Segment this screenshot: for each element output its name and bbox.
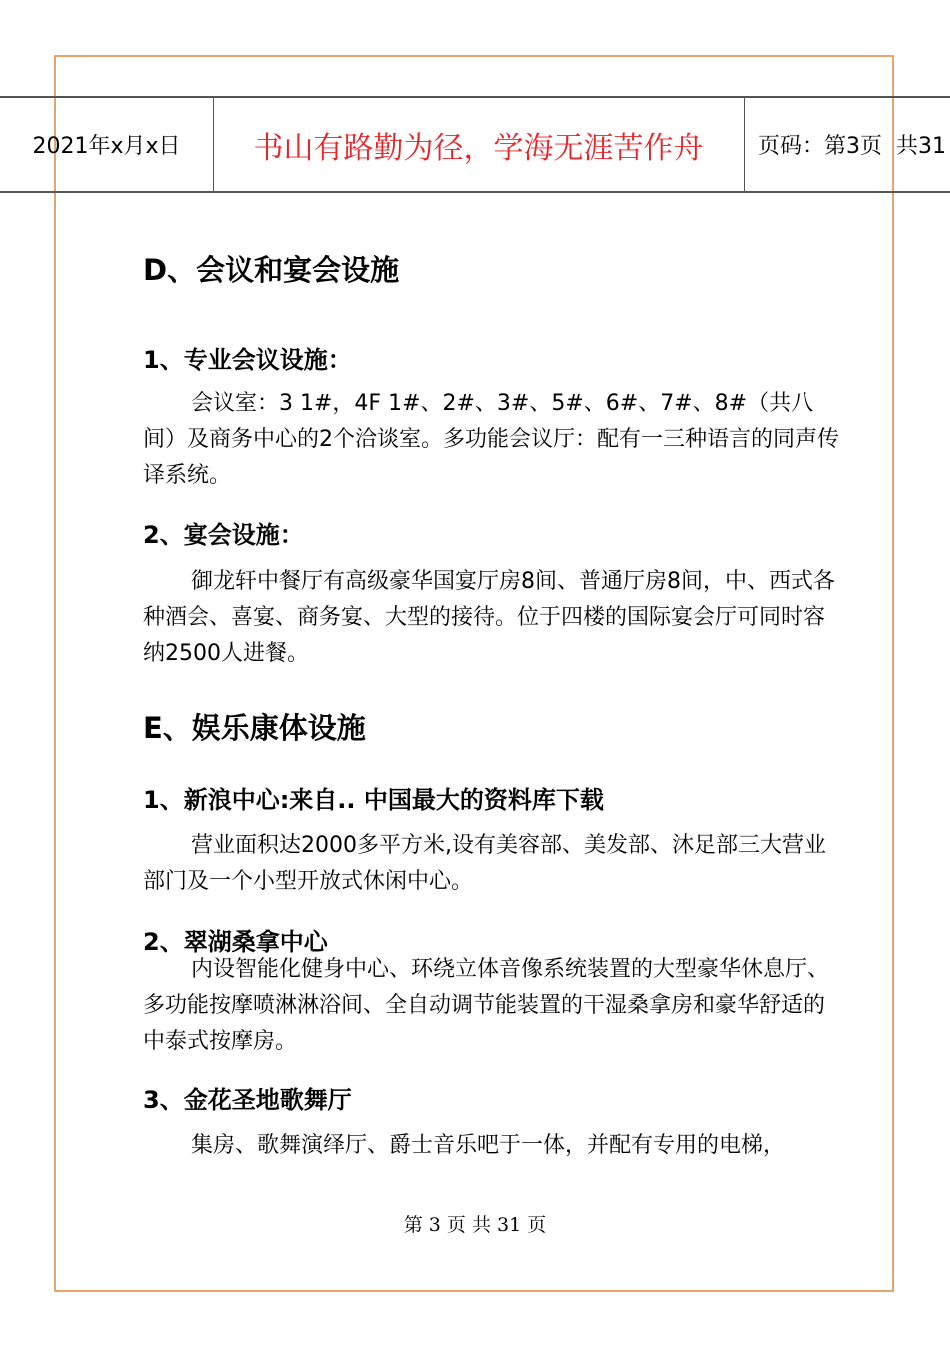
subsection-title-d1: 1、专业会议设施：: [143, 346, 352, 374]
paragraph-e2: 内设智能化健身中心、环绕立体音像系统装置的大型豪华休息厅、多功能按摩喷淋淋浴间、全自动调节能装置的干湿桑拿房和豪华舒适的中泰式按摩房。: [143, 957, 830, 1054]
subsection-title-e3: 3、金花圣地歌舞厅: [143, 1086, 352, 1114]
paragraph-d2: 御龙轩中餐厅有高级豪华国宴厅房8间、普通厅房8间，中、西式各种酒会、喜宴、商务宴、大型的接待。位于四楼的国际宴会厅可同时容纳2500人进餐。: [143, 569, 835, 666]
page-footer: 第 3 页 共 31 页: [403, 1214, 547, 1236]
page-header: [0, 96, 950, 193]
header-date: 2021年x月x日: [0, 98, 214, 191]
header-page-number: [744, 98, 950, 191]
header-motto: 书山有路勤为径，学海无涯苦作舟: [213, 98, 745, 191]
header-page-label: 页码：第3页: [758, 134, 882, 159]
paragraph-d1: 会议室：3 1#，4F 1#、2#、3#、5#、6#、7#、8#（共八间）及商务中心的2个洽谈室。多功能会议厅：配有一三种语言的同声传译系统。: [143, 391, 839, 488]
subsection-title-e2: 2、翠湖桑拿中心: [143, 928, 328, 956]
header-total-label: 共31: [896, 134, 946, 159]
paragraph-e1: 营业面积达2000多平方米,设有美容部、美发部、沐足部三大营业部门及一个小型开放式休闲中心。: [143, 833, 826, 894]
section-title-e: E、娱乐康体设施: [143, 711, 366, 745]
paragraph-e3: 集房、歌舞演绎厅、爵士音乐吧于一体，并配有专用的电梯，: [191, 1133, 786, 1158]
subsection-title-d2: 2、宴会设施：: [143, 521, 304, 549]
subsection-title-e1: 1、新浪中心:来自.. 中国最大的资料库下载: [143, 786, 604, 814]
section-title-d: D、会议和宴会设施: [143, 253, 400, 287]
